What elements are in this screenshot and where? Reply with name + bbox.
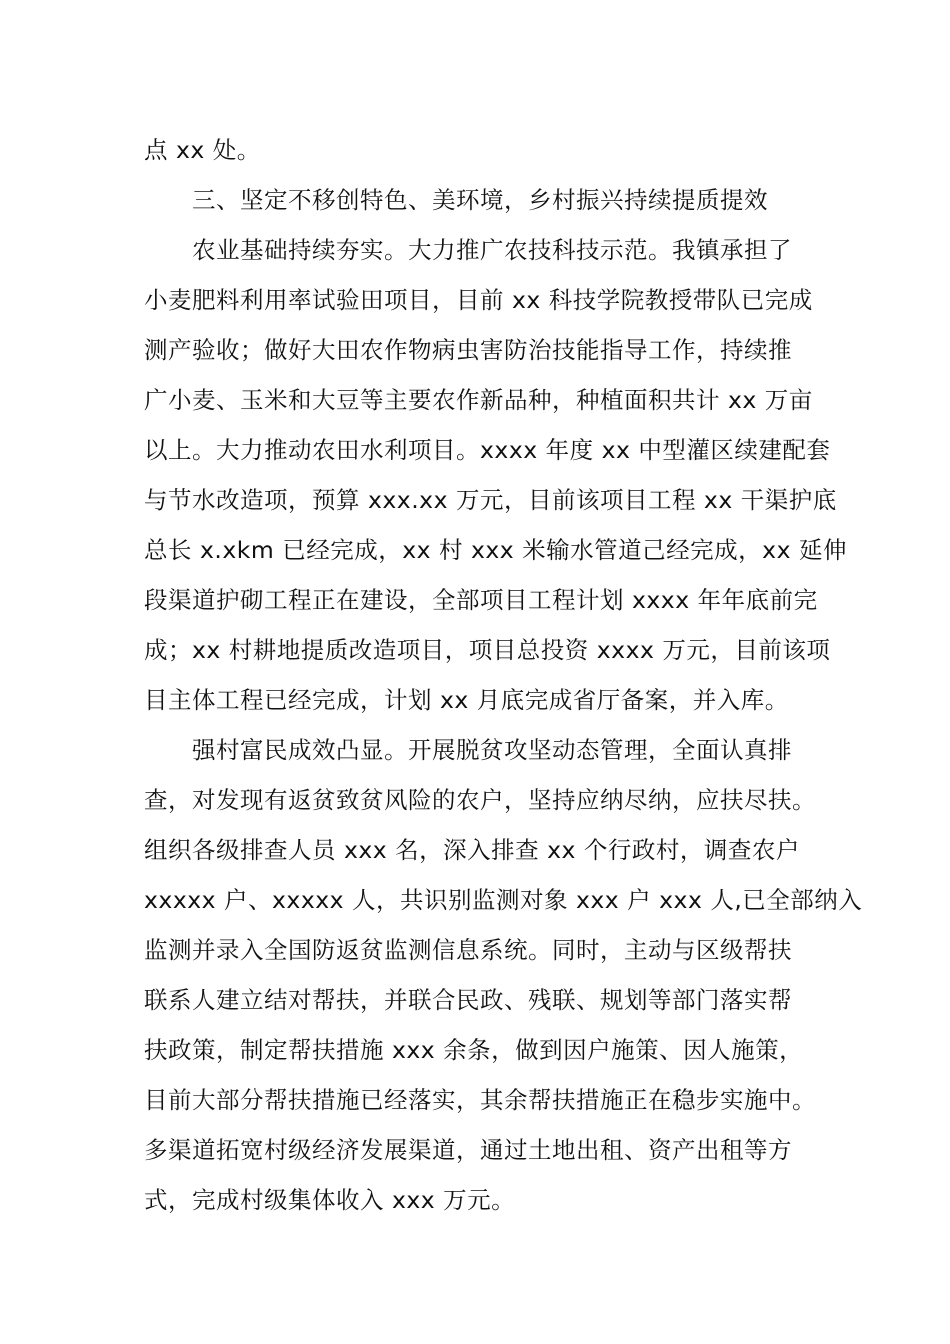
paragraph-2-line-2: 查，对发现有返贫致贫风险的农户，坚持应纳尽纳，应扶尽扶。	[144, 786, 816, 814]
paragraph-1-line-3: 测产验收；做好大田农作物病虫害防治技能指导工作，持续推	[144, 336, 792, 364]
paragraph-1-line-5: 以上。大力推动农田水利项目。xxxx 年度 xx 中型灌区续建配套	[144, 436, 831, 464]
paragraph-1-line-4: 广小麦、玉米和大豆等主要农作新品种，种植面积共计 xx 万亩	[144, 386, 813, 414]
paragraph-1-line-10: 目主体工程已经完成，计划 xx 月底完成省厅备案，并入库。	[144, 686, 789, 714]
paragraph-1-line-7: 总长 x.xkm 已经完成，xx 村 xxx 米输水管道己经完成，xx 延伸	[144, 536, 847, 564]
paragraph-2-line-3: 组织各级排查人员 xxx 名，深入排查 xx 个行政村，调查农户	[144, 836, 800, 864]
paragraph-1-line-2: 小麦肥料利用率试验田项目，目前 xx 科技学院教授带队已完成	[144, 286, 813, 314]
paragraph-1-line-1: 农业基础持续夯实。大力推广农技科技示范。我镇承担了	[192, 236, 792, 264]
paragraph-2-line-5: 监测并录入全国防返贫监测信息系统。同时，主动与区级帮扶	[144, 936, 792, 964]
paragraph-2-line-9: 多渠道拓宽村级经济发展渠道，通过土地出租、资产出租等方	[144, 1136, 792, 1164]
paragraph-2-line-4: xxxxx 户、xxxxx 人，共识别监测对象 xxx 户 xxx 人,已全部纳入	[144, 886, 863, 914]
section-heading: 三、坚定不移创特色、美环境，乡村振兴持续提质提效	[192, 186, 768, 214]
paragraph-2-line-1: 强村富民成效凸显。开展脱贫攻坚动态管理，全面认真排	[192, 736, 792, 764]
paragraph-1-line-9: 成；xx 村耕地提质改造项目，项目总投资 xxxx 万元，目前该项	[144, 636, 831, 664]
text-line-1: 点 xx 处。	[144, 136, 261, 164]
paragraph-2-line-7: 扶政策，制定帮扶措施 xxx 余条，做到因户施策、因人施策，	[144, 1036, 804, 1064]
paragraph-2-line-6: 联系人建立结对帮扶，并联合民政、残联、规划等部门落实帮	[144, 986, 792, 1014]
paragraph-2-line-8: 目前大部分帮扶措施已经落实，其余帮扶措施正在稳步实施中。	[144, 1086, 816, 1114]
paragraph-2-line-10: 式，完成村级集体收入 xxx 万元。	[144, 1186, 516, 1214]
paragraph-1-line-6: 与节水改造项，预算 xxx.xx 万元，目前该项目工程 xx 干渠护底	[144, 486, 837, 514]
paragraph-1-line-8: 段渠道护砌工程正在建设，全部项目工程计划 xxxx 年年底前完	[144, 586, 818, 614]
